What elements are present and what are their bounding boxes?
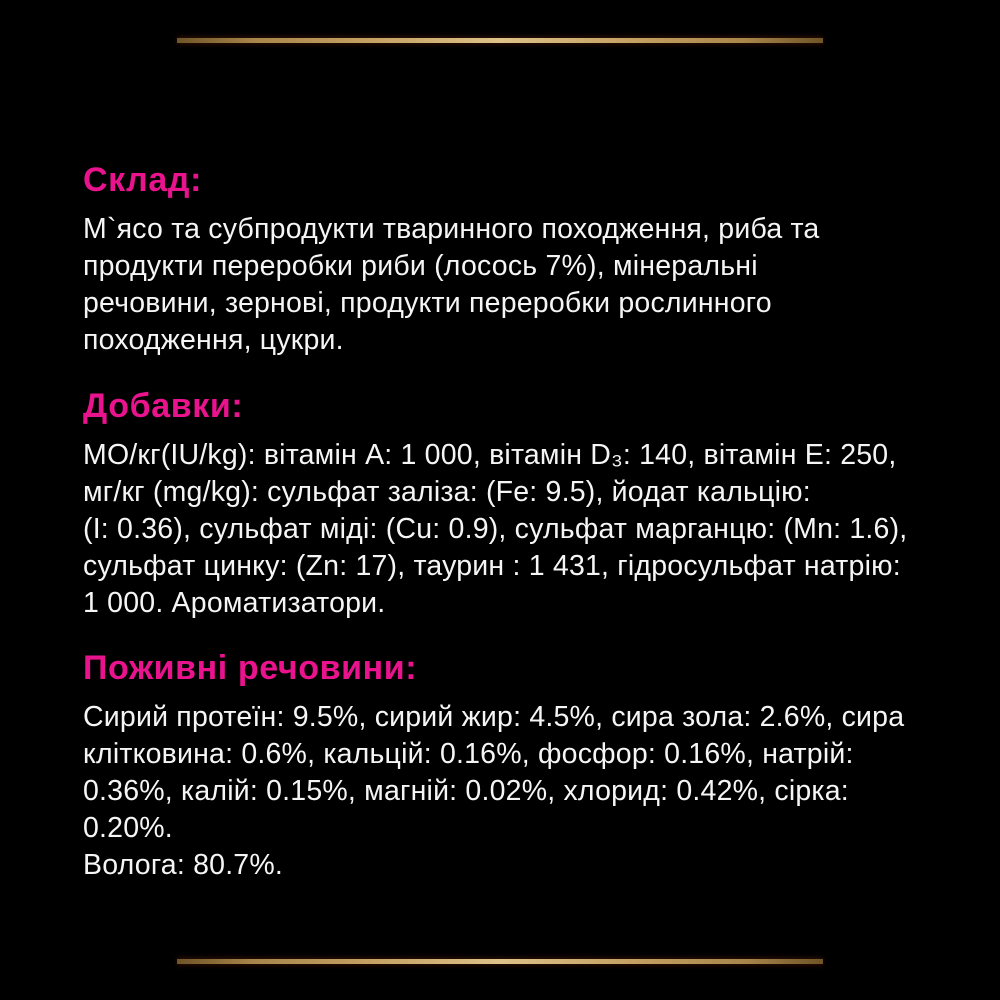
additives-text: МО/кг(IU/kg): вітамін A: 1 000, вітамін D₃: 140, вітамін E: 250, мг/кг (mg/kg): сульфат заліза: (Fe: 9.5), йодат кальцію: (I: 0.36), сульфат міді: (Cu: 0.9), сульфат марганцю: (Mn: 1.6), сульфат цинку: (Zn: 17), таурин : 1 431, гідросульфат натрію: 1 000. Ароматизатори. [83, 439, 908, 619]
section-additives [83, 386, 923, 622]
top-gold-divider [177, 38, 823, 43]
bottom-gold-divider [177, 959, 823, 964]
composition-text: М`ясо та субпродукти тваринного походження, риба та продукти переробки риби (лосось 7%), мінеральні речовини, зернові, продукти переробки рослинного походження, цукри. [83, 213, 820, 356]
section-nutrients [83, 648, 923, 884]
section-composition [83, 160, 923, 359]
nutrients-heading: Поживні речовини: [83, 649, 418, 687]
nutrients-text: Сирий протеїн: 9.5%, сирий жир: 4.5%, сира зола: 2.6%, сира клітковина: 0.6%, кальцій: 0.16%, фосфор: 0.16%, натрій: 0.36%, калій: 0.15%, магній: 0.02%, хлорид: 0.42%, сірка: 0.20%. Волога: 80.7%. [83, 701, 905, 881]
additives-heading: Добавки: [83, 387, 244, 425]
composition-heading: Склад: [83, 161, 202, 199]
